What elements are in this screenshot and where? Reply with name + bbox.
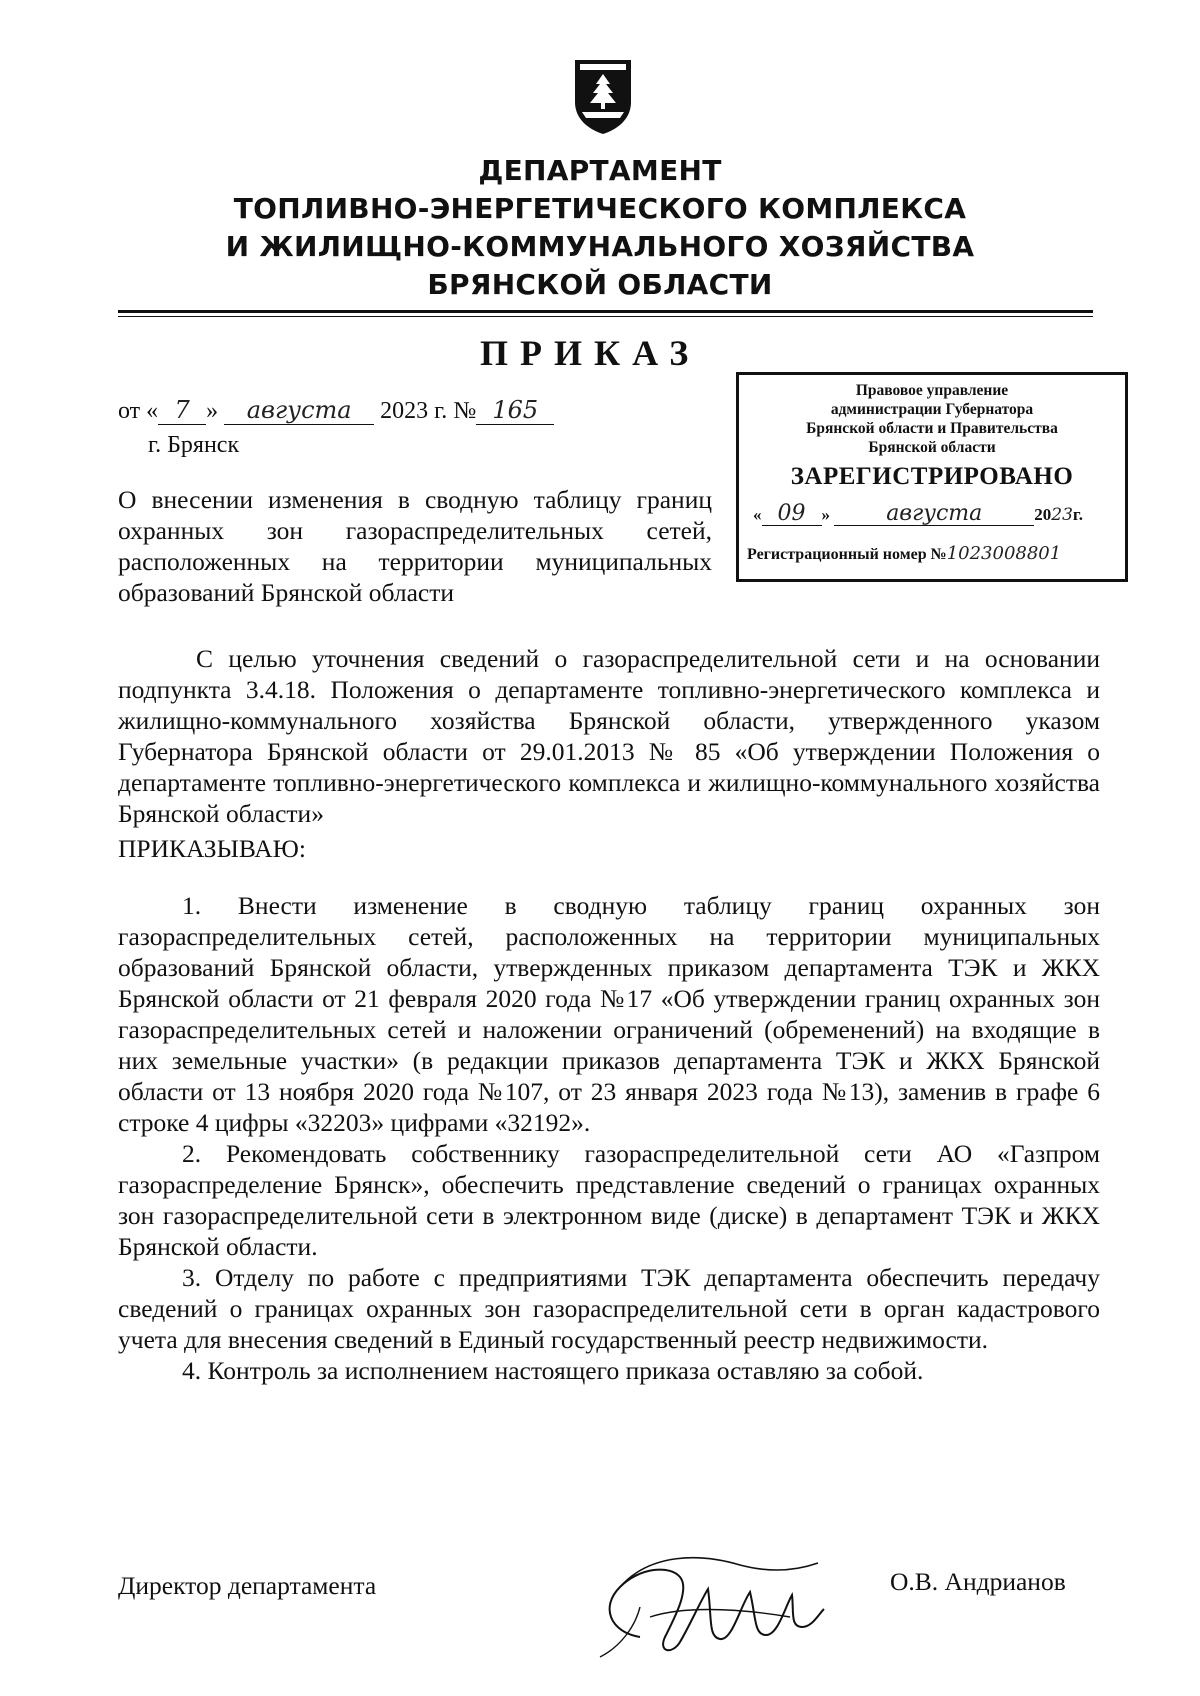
order-item: 4. Контроль за исполнением настоящего приказа оставляю за собой.: [182, 1356, 924, 1385]
header-divider: [118, 316, 1093, 317]
preamble-text: С целью уточнения сведений о газораспределительной сети и на основании подпункта 3.4.18. Положения о департаменте топливно-энергетического комплекса и жилищно-коммунального хозяйства Брянской области, утвержденного указом Губернатора Брянской области от 29.01.2013 № 85 «Об утверждении Положения о департаменте топливно-энергетического комплекса и жилищно-коммунального хозяйства Брянской области»: [118, 644, 1100, 828]
date-day-suffix: »: [206, 398, 219, 424]
header-divider: [118, 310, 1093, 313]
order-month: августа: [224, 396, 374, 425]
stamp-organization: [739, 381, 1125, 457]
department-line: И ЖИЛИЩНО-КОММУНАЛЬНОГО ХОЗЯЙСТВА: [225, 230, 975, 263]
order-number: 165: [476, 396, 554, 425]
order-title: ПРИКАЗ: [480, 333, 701, 373]
stamp-reg-label: Регистрационный номер №: [747, 546, 947, 563]
stamp-year-prefix: 20: [1034, 505, 1052, 524]
order-date-line: [118, 396, 554, 425]
stamp-date-open: «: [753, 505, 762, 524]
stamp-reg-number: [747, 543, 1117, 564]
stamp-registered: ЗАРЕГИСТРИРОВАНО: [790, 463, 1074, 490]
stamp-org-line: Брянской области и Правительства: [806, 420, 1058, 437]
order-item: 2. Рекомендовать собственнику газораспределительной сети АО «Газпром газораспределение Брянск», обеспечить представление сведений о границах охранных зон газораспределительной сети в электронном виде (диске) в департамент ТЭК и ЖКХ Брянской области.: [118, 1139, 1100, 1261]
number-prefix: №: [453, 398, 477, 424]
order-city: г. Брянск: [148, 432, 240, 458]
stamp-day: 09: [762, 501, 822, 526]
order-items: [118, 890, 1100, 1386]
registration-stamp: [736, 372, 1128, 582]
stamp-reg-value: 1023008801: [946, 543, 1062, 564]
department-line: ТОПЛИВНО-ЭНЕРГЕТИЧЕСКОГО КОМПЛЕКСА: [233, 192, 967, 225]
order-item: 1. Внести изменение в сводную таблицу границ охранных зон газораспределительных сетей, расположенных на территории муниципальных образований Брянской области, утвержденных приказом департамента ТЭК и ЖКХ Брянской области от 21 февраля 2020 года №17 «Об утверждении границ охранных зон газораспределительных сетей и наложении ограничений (обременений) на входящие в них земельные участки» (в редакции приказов департамента ТЭК и ЖКХ Брянской области от 13 ноября 2020 года №107, от 23 января 2023 года №13), заменив в графе 6 строке 4 цифры «32203» цифрами «32192».: [118, 891, 1100, 1137]
stamp-org-line: Правовое управление: [855, 382, 1009, 399]
signatory-name: О.В. Андрианов: [890, 1567, 1066, 1596]
stamp-year-suffix: г.: [1072, 505, 1083, 524]
stamp-date: [753, 501, 1117, 526]
preamble: [118, 643, 1100, 829]
department-name: [180, 152, 1020, 304]
order-item: 3. Отделу по работе с предприятиями ТЭК департамента обеспечить передачу сведений о границах охранных зон газораспределительной сети в орган кадастрового учета для внесения сведений в Единый государственный реестр недвижимости.: [118, 1263, 1100, 1354]
order-subject: О внесении изменения в сводную таблицу границ охранных зон газораспределительных сетей, расположенных на территории муниципальных образований Брянской области: [118, 485, 712, 607]
stamp-date-mid: »: [821, 505, 830, 524]
stamp-year: 23: [1051, 505, 1073, 525]
order-year: 2023 г.: [380, 398, 448, 424]
stamp-org-line: администрации Губернатора: [830, 401, 1034, 418]
stamp-month: августа: [834, 501, 1034, 526]
order-word: ПРИКАЗЫВАЮ:: [118, 834, 306, 863]
date-prefix: от «: [118, 398, 159, 424]
signatory-position: Директор департамента: [118, 1571, 377, 1600]
order-day: 7: [158, 396, 206, 425]
department-line: ДЕПАРТАМЕНТ: [478, 154, 722, 187]
stamp-org-line: Брянской области: [868, 439, 996, 456]
department-line: БРЯНСКОЙ ОБЛАСТИ: [427, 268, 773, 301]
handwritten-signature: [580, 1547, 830, 1663]
coat-of-arms-icon: [572, 56, 634, 136]
